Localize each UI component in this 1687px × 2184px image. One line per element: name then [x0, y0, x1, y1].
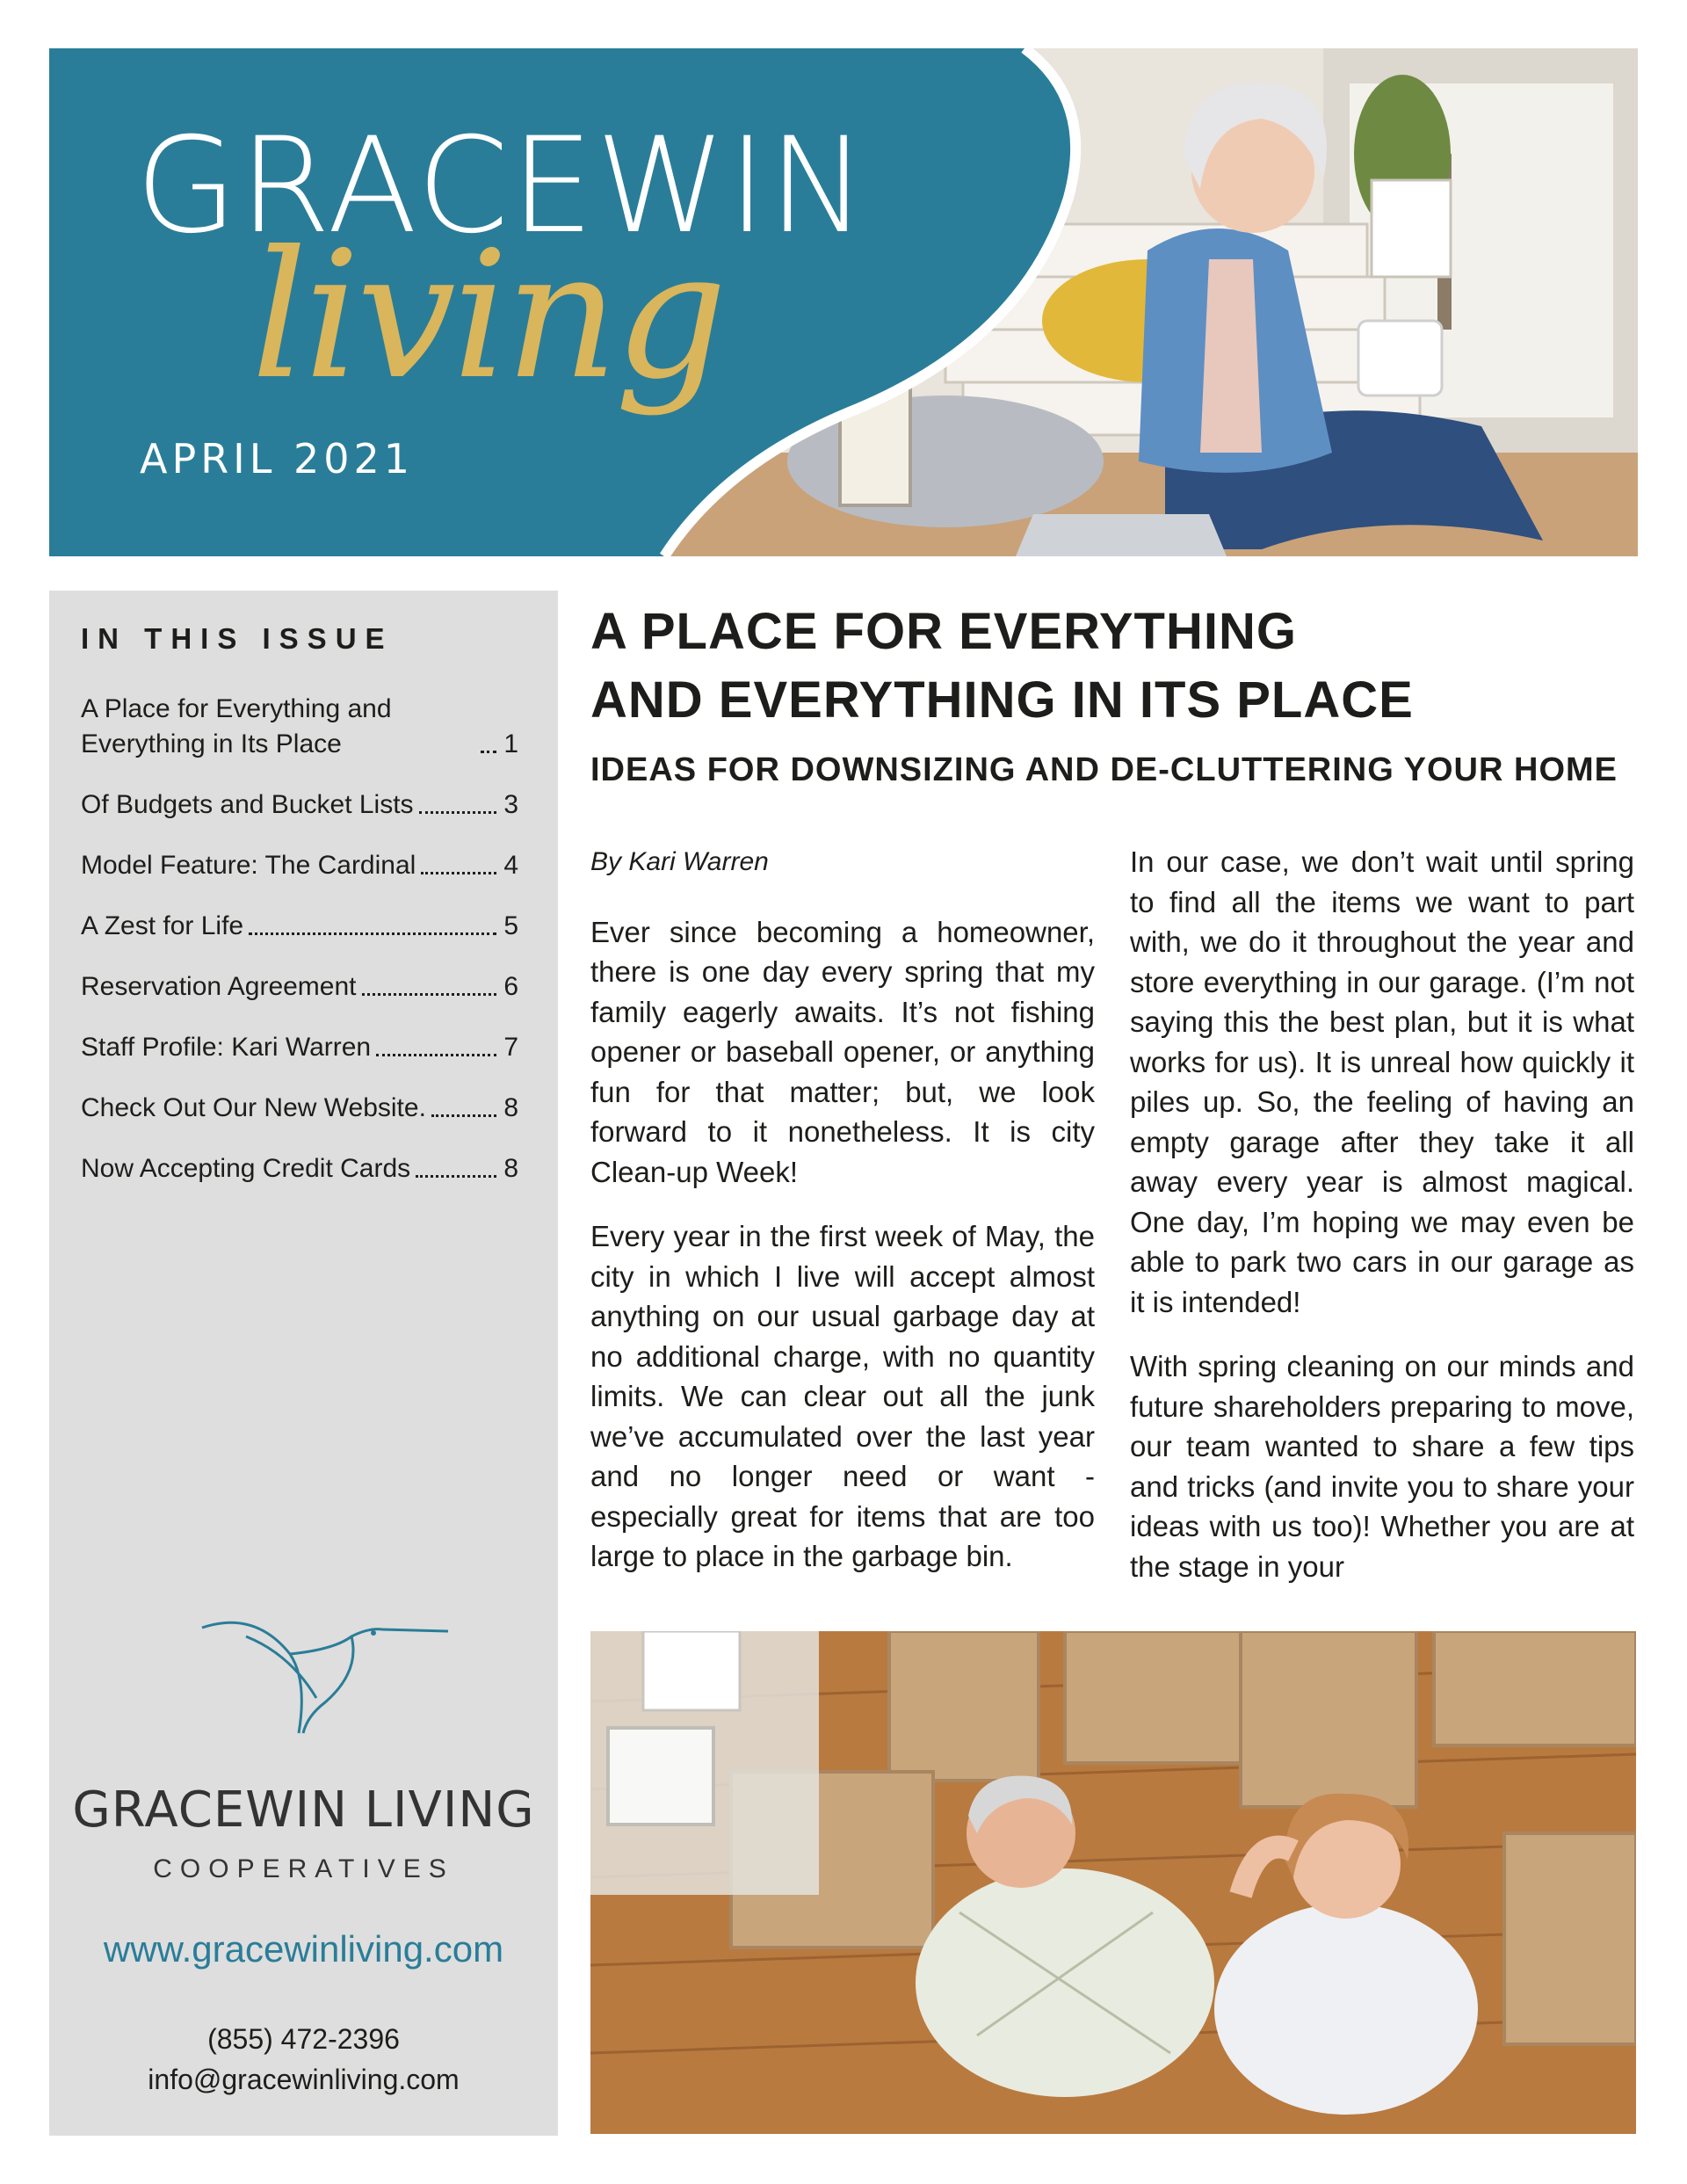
toc-item[interactable]: [81, 1030, 518, 1065]
toc-item-title: Check Out Our New Website.: [81, 1093, 426, 1122]
toc-leader: [421, 872, 496, 874]
masthead: [49, 48, 1638, 556]
toc-item-title: A Zest for Life: [81, 911, 244, 940]
toc-heading: IN THIS ISSUE: [81, 622, 394, 655]
phone-number: (855) 472-2396: [207, 2023, 400, 2055]
toc-item-title: A Place for Everything and Everything in Its Place: [81, 694, 392, 758]
article-title-line-1: A PLACE FOR EVERYTHING: [590, 603, 1297, 660]
toc-leader: [416, 1175, 496, 1178]
toc-item-page: 8: [503, 1154, 518, 1183]
hummingbird-logo-icon: [193, 1601, 457, 1742]
sidebar: [49, 591, 558, 2136]
toc-item-page: 4: [503, 851, 518, 880]
toc-item[interactable]: [81, 909, 518, 944]
brand-script-word: living: [251, 214, 724, 418]
toc-item[interactable]: [81, 787, 518, 823]
toc-item-page: 8: [503, 1093, 518, 1122]
toc-item[interactable]: [81, 692, 518, 762]
website-link[interactable]: www.gracewinliving.com: [103, 1928, 504, 1970]
paragraph: In our case, we don’t wait until spring to find all the items we want to part with, we do it throughout the year and store everything in our garage. (I’m not saying this the best plan, but it is what works for us). It is unreal how quickly it piles up. So, the feeling of having an empty garage after they take it all away every year is almost magical. One day, I’m hoping we may even be able to park two cars in our garage as it is intended!: [1130, 845, 1634, 1318]
toc-leader: [249, 932, 496, 935]
toc-item-page: 1: [503, 729, 518, 758]
toc-item-page: 6: [503, 972, 518, 1001]
organization-subtitle: COOPERATIVES: [153, 1854, 454, 1883]
toc-item-page: 3: [503, 790, 518, 819]
photo-couple-on-floor-with-boxes: [590, 1631, 1636, 2134]
toc-item[interactable]: [81, 969, 518, 1005]
article-subtitle: IDEAS FOR DOWNSIZING AND DE-CLUTTERING YOUR HOME: [590, 751, 1618, 788]
toc-item-title: Reservation Agreement: [81, 972, 357, 1001]
byline: By Kari Warren: [590, 847, 769, 876]
toc-leader: [362, 993, 497, 996]
toc-item-page: 5: [503, 911, 518, 940]
article-title: [590, 598, 1636, 735]
article-column-right: [1130, 842, 1634, 1611]
toc-item-page: 7: [503, 1033, 518, 1062]
toc-item-title: Of Budgets and Bucket Lists: [81, 790, 414, 819]
paragraph: Every year in the first week of May, the city in which I live will accept almost anything on our usual garbage day at no additional charge, with no quantity limits. We can clear out all the junk we’ve accumulated over the last year and no longer need or want - especially great for items that are too large to place in the garbage bin.: [590, 1220, 1095, 1572]
article-title-line-2: AND EVERYTHING IN ITS PLACE: [590, 671, 1414, 729]
toc-item[interactable]: [81, 1151, 518, 1186]
paragraph: Ever since becoming a homeowner, there is one day every spring that my family eagerly awaits. It’s not fishing opener or baseball opener, or anything fun for that matter; but, we look forward to it nonetheless. It is city Clean-up Week!: [590, 915, 1095, 1188]
toc-item-title: Now Accepting Credit Cards: [81, 1154, 411, 1183]
table-of-contents: [81, 692, 518, 1212]
toc-item[interactable]: [81, 1091, 518, 1126]
email-link[interactable]: info@gracewinliving.com: [148, 2064, 460, 2095]
issue-date: APRIL 2021: [140, 435, 415, 483]
toc-leader: [376, 1054, 496, 1056]
toc-item-title: Model Feature: The Cardinal: [81, 851, 416, 880]
article-column-left: [590, 842, 1095, 1601]
paragraph: With spring cleaning on our minds and future shareholders preparing to move, our team wanted to share a few tips and tricks (and invite you to share your ideas with us too)! Whether you are at the stage in your: [1130, 1350, 1634, 1583]
organization-name: GRACEWIN LIVING: [72, 1781, 535, 1839]
toc-leader: [419, 811, 497, 814]
brand-wordmark: GRACEWIN: [135, 110, 869, 263]
toc-leader: [431, 1114, 496, 1117]
toc-leader: [481, 751, 496, 753]
toc-item[interactable]: [81, 848, 518, 883]
toc-item-title: Staff Profile: Kari Warren: [81, 1033, 372, 1062]
